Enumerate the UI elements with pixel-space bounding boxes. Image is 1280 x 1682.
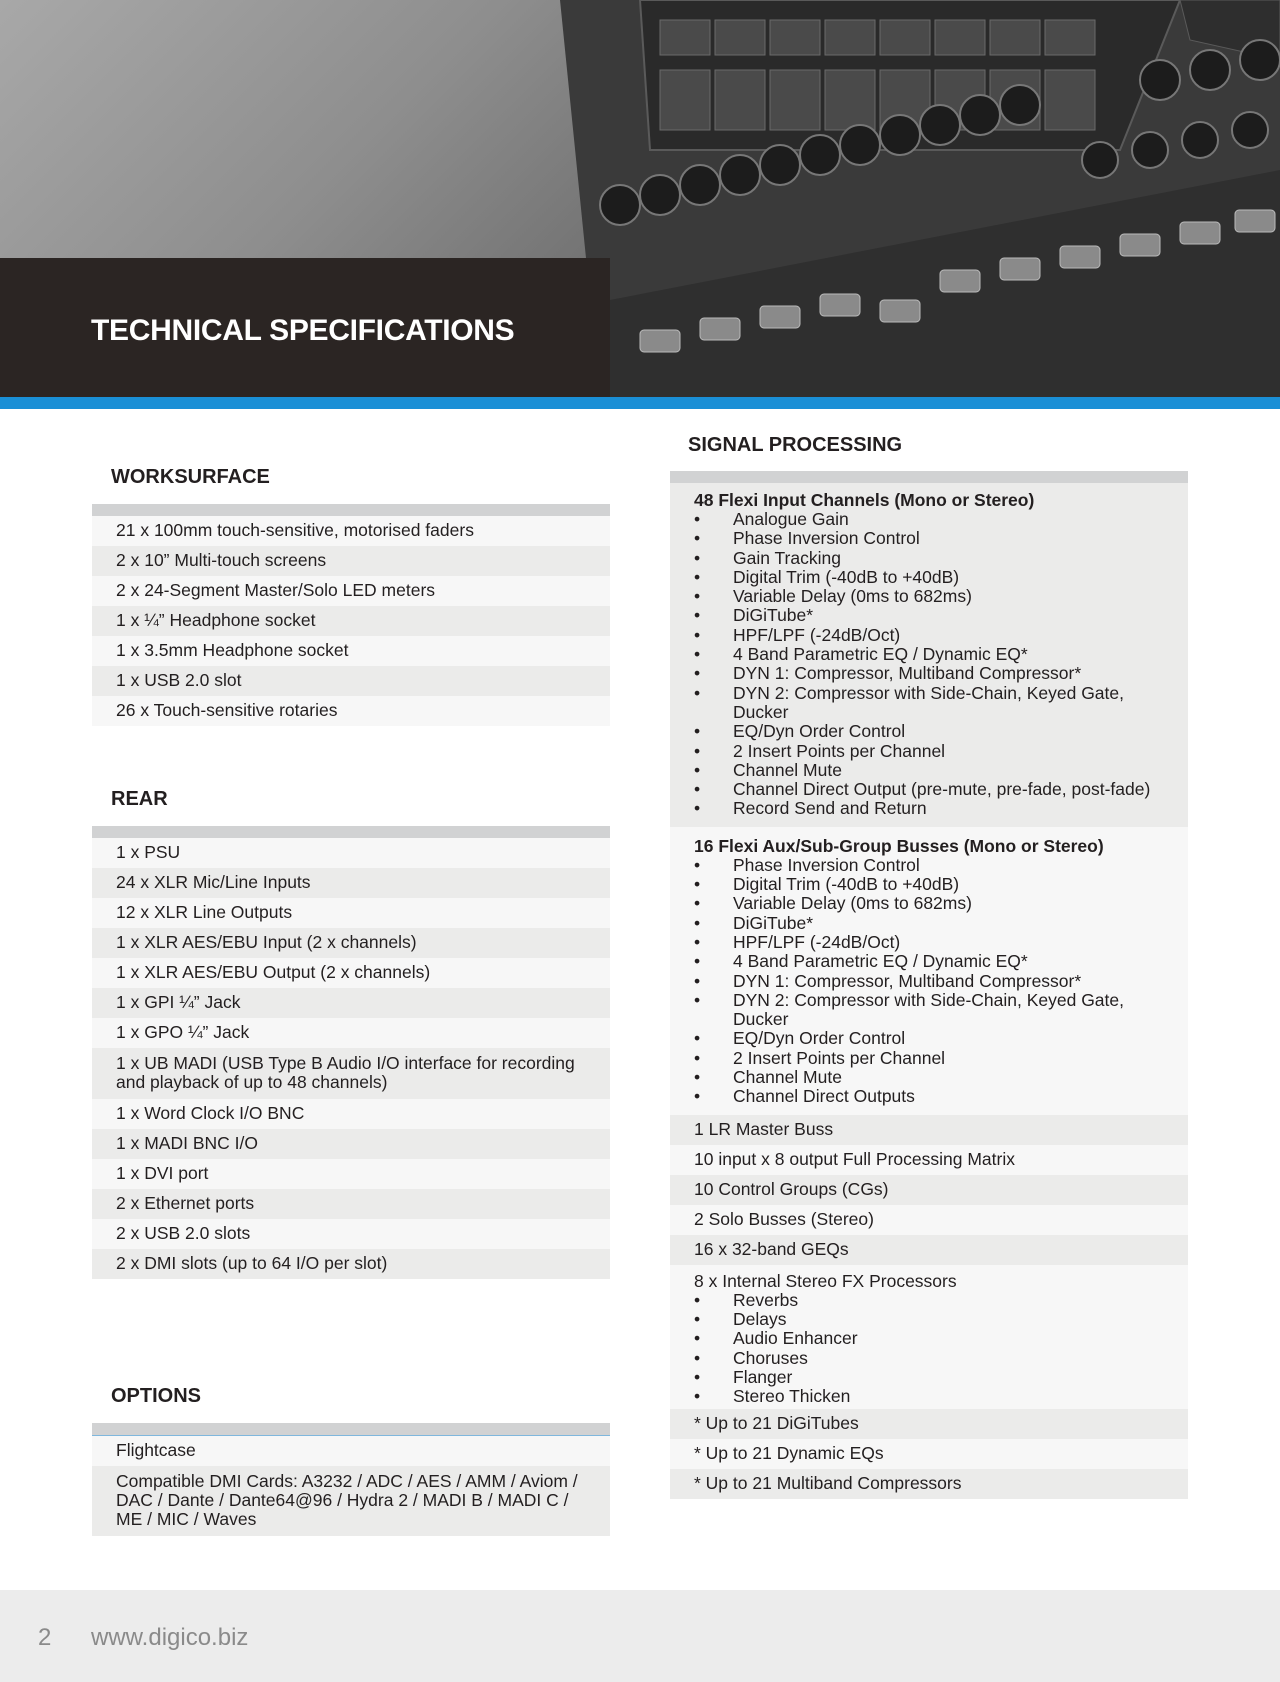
list-item: • EQ/Dyn Order Control [694, 1028, 906, 1049]
list-item: • Choruses [694, 1347, 808, 1368]
list-item: • DYN 1: Compressor, Multiband Compressor* [694, 663, 1082, 684]
page-footer [0, 1590, 1280, 1682]
table-row: 2 Solo Busses (Stereo) [670, 1205, 1188, 1235]
table-row: 1 x UB MADI (USB Type B Audio I/O interface for recording and playback of up to 48 channels) [92, 1048, 610, 1099]
bullet-icon: • [694, 874, 701, 895]
fx-title: 8 x Internal Stereo FX Processors [694, 1270, 957, 1291]
list-item: • Channel Direct Output (pre-mute, pre-fade, post-fade) [694, 779, 1151, 800]
options-heading: OPTIONS [111, 1385, 202, 1407]
aux-busses-block [670, 827, 1188, 1115]
bullet-icon: • [694, 624, 701, 645]
list-item: • 2 Insert Points per Channel [694, 1047, 946, 1068]
bullet-icon: • [694, 586, 701, 607]
table-row: 1 x XLR AES/EBU Output (2 x channels) [92, 958, 610, 988]
table-row: 1 LR Master Buss [670, 1115, 1188, 1145]
list-item: • Record Send and Return [694, 798, 927, 819]
signal-processing-heading: SIGNAL PROCESSING [688, 434, 903, 456]
list-item: • DYN 2: Compressor with Side-Chain, Keyed Gate, Ducker [694, 989, 1124, 1030]
title-block [0, 258, 610, 397]
bullet-icon: • [694, 740, 701, 761]
bullet-icon: • [694, 663, 701, 684]
footnote-row: * Up to 21 Dynamic EQs [670, 1439, 1188, 1469]
bullet-icon: • [694, 509, 701, 529]
table-row: 1 x GPI ¼” Jack [92, 988, 610, 1018]
bullet-icon: • [694, 1028, 701, 1049]
bullet-icon: • [694, 1086, 701, 1107]
bullet-icon: • [694, 1067, 701, 1088]
list-item: • EQ/Dyn Order Control [694, 721, 906, 742]
list-item: • Digital Trim (-40dB to +40dB) [694, 874, 960, 895]
table-row: 1 x DVI port [92, 1159, 610, 1189]
rear-rows [92, 838, 610, 1279]
table-row: 2 x Ethernet ports [92, 1189, 610, 1219]
fx-list [694, 1291, 1164, 1407]
table-row: 21 x 100mm touch-sensitive, motorised faders [92, 516, 610, 546]
table-row: 2 x 10” Multi-touch screens [92, 546, 610, 576]
bullet-icon: • [694, 547, 701, 568]
bullet-icon: • [694, 798, 701, 819]
list-item: • DiGiTube* [694, 912, 814, 933]
bullet-icon: • [694, 1347, 701, 1368]
bullet-icon: • [694, 682, 701, 703]
bullet-icon: • [694, 1366, 701, 1387]
list-item: • Variable Delay (0ms to 682ms) [694, 586, 972, 607]
input-channels-block [670, 483, 1188, 827]
table-row: Compatible DMI Cards: A3232 / ADC / AES / AMM / Aviom / DAC / Dante / Dante64@96 / Hydra 2 / MADI B / MADI C / ME / MIC / Waves [92, 1466, 610, 1536]
list-item: • HPF/LPF (-24dB/Oct) [694, 931, 901, 952]
bullet-icon: • [694, 931, 701, 952]
input-channels-list [694, 510, 1164, 819]
aux-busses-title: 16 Flexi Aux/Sub-Group Busses (Mono or Stereo) [694, 835, 1104, 856]
table-row: 1 x USB 2.0 slot [92, 666, 610, 696]
table-row: 10 input x 8 output Full Processing Matrix [670, 1145, 1188, 1175]
list-item: • Delays [694, 1308, 787, 1329]
table-row: 16 x 32-band GEQs [670, 1235, 1188, 1265]
list-item: • Channel Mute [694, 759, 842, 780]
list-item: • DYN 2: Compressor with Side-Chain, Keyed Gate, Ducker [694, 682, 1124, 722]
fx-block [670, 1265, 1188, 1410]
table-row: 2 x DMI slots (up to 64 I/O per slot) [92, 1249, 610, 1279]
bullet-icon: • [694, 970, 701, 991]
table-row: Flightcase [92, 1436, 610, 1466]
list-item: • 2 Insert Points per Channel [694, 740, 946, 761]
list-item: • 4 Band Parametric EQ / Dynamic EQ* [694, 644, 1028, 665]
table-row: 12 x XLR Line Outputs [92, 898, 610, 928]
table-row: 26 x Touch-sensitive rotaries [92, 696, 610, 726]
list-item: • Audio Enhancer [694, 1328, 858, 1349]
signal-processing-rows [670, 483, 1188, 1499]
footnote-row: * Up to 21 Multiband Compressors [670, 1469, 1188, 1499]
bullet-icon: • [694, 1386, 701, 1407]
table-row: 10 Control Groups (CGs) [670, 1175, 1188, 1205]
hero-console-photo [0, 0, 1280, 397]
bullet-icon: • [694, 951, 701, 972]
list-item: • Phase Inversion Control [694, 528, 920, 549]
list-item: • Variable Delay (0ms to 682ms) [694, 893, 972, 914]
list-item: • Flanger [694, 1366, 793, 1387]
bullet-icon: • [694, 779, 701, 800]
bullet-icon: • [694, 912, 701, 933]
table-row: 1 x GPO ¼” Jack [92, 1018, 610, 1048]
bullet-icon: • [694, 989, 701, 1010]
input-channels-title: 48 Flexi Input Channels (Mono or Stereo) [694, 490, 1035, 510]
list-item: • Phase Inversion Control [694, 854, 920, 875]
page-title: TECHNICAL SPECIFICATIONS [91, 314, 515, 347]
table-header-bar [92, 826, 610, 838]
bullet-icon: • [694, 644, 701, 665]
table-row: 1 x MADI BNC I/O [92, 1129, 610, 1159]
aux-busses-list [694, 856, 1164, 1107]
bullet-icon: • [694, 528, 701, 549]
options-table [92, 1423, 610, 1536]
rear-heading: REAR [111, 788, 168, 810]
list-item: • Digital Trim (-40dB to +40dB) [694, 566, 960, 587]
list-item: • DiGiTube* [694, 605, 814, 626]
bullet-icon: • [694, 566, 701, 587]
worksurface-table [92, 504, 610, 726]
table-row: 1 x PSU [92, 838, 610, 868]
list-item: • DYN 1: Compressor, Multiband Compressor* [694, 970, 1082, 991]
bullet-icon: • [694, 605, 701, 626]
list-item: • Reverbs [694, 1289, 799, 1310]
worksurface-heading: WORKSURFACE [111, 466, 270, 488]
header-accent-rule [0, 397, 1280, 409]
list-item: • Channel Mute [694, 1067, 842, 1088]
table-header-bar [670, 471, 1188, 483]
worksurface-rows [92, 516, 610, 726]
list-item: • 4 Band Parametric EQ / Dynamic EQ* [694, 951, 1028, 972]
list-item: • Analogue Gain [694, 509, 849, 529]
list-item: • Channel Direct Outputs [694, 1086, 915, 1107]
signal-processing-table [670, 471, 1188, 1499]
bullet-icon: • [694, 1308, 701, 1329]
table-row: 1 x 3.5mm Headphone socket [92, 636, 610, 666]
bullet-icon: • [694, 1047, 701, 1068]
table-row: 2 x 24-Segment Master/Solo LED meters [92, 576, 610, 606]
options-rows [92, 1436, 610, 1536]
bullet-icon: • [694, 759, 701, 780]
table-row: 1 x ¼” Headphone socket [92, 606, 610, 636]
table-row: 1 x Word Clock I/O BNC [92, 1099, 610, 1129]
rear-table [92, 826, 610, 1279]
list-item: • HPF/LPF (-24dB/Oct) [694, 624, 901, 645]
bullet-icon: • [694, 1328, 701, 1349]
list-item: • Gain Tracking [694, 547, 841, 568]
list-item: • Stereo Thicken [694, 1386, 851, 1407]
website-link[interactable]: www.digico.biz [91, 1624, 249, 1651]
bullet-icon: • [694, 854, 701, 875]
table-header-bar [92, 504, 610, 516]
table-row: 24 x XLR Mic/Line Inputs [92, 868, 610, 898]
page-number: 2 [38, 1624, 52, 1651]
table-row: 2 x USB 2.0 slots [92, 1219, 610, 1249]
bullet-icon: • [694, 893, 701, 914]
bullet-icon: • [694, 1289, 701, 1310]
footnote-row: * Up to 21 DiGiTubes [670, 1409, 1188, 1439]
bullet-icon: • [694, 721, 701, 742]
table-row: 1 x XLR AES/EBU Input (2 x channels) [92, 928, 610, 958]
table-header-bar [92, 1423, 610, 1436]
